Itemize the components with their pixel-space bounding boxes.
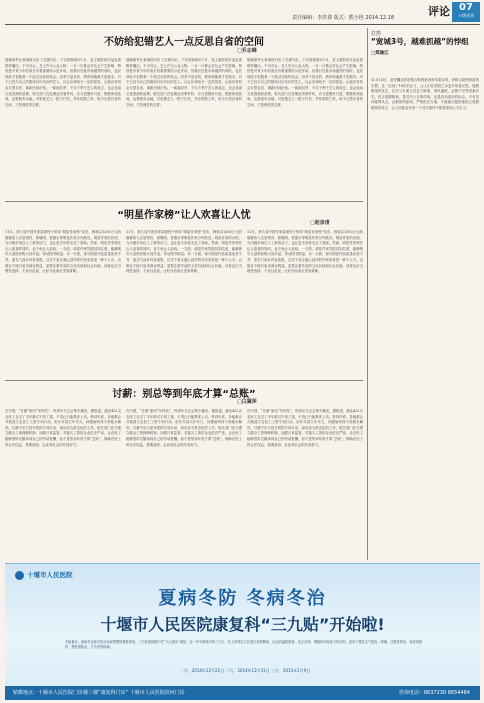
ad-schedule: 一九：2014年12月22日 二九：2014年12月31日 三九：2015年1月9日 [179,668,311,673]
page-number-box [452,2,480,22]
right-column-text: 12月15日，备受瞩目的呼格吉勒图案再审结果宣判，呼格吉勒图被改判无罪。这一迟到了18年的正义，让人们在欣慰之余更多的是反思。冤假错案的发生，往往与办案人员急于破案、刑讯逼供、证据不足等因素有关。纠正冤假错案，是司法公正的体现，也是法治进步的标志。只有坚持疑罪从无、证据裁判原则，严格依法办案，才能最大限度地防止冤假错案的发生，让人民群众在每一个司法案件中都感受到公平正义。 [371,78,479,110]
article-1-col-2: 德赫事件让黄海波付出了沉重代价，不仅被拘留6个月，其主演影视作品也被暂停播出。不可否认，艺人作为公众人物，一言一行都会对社会产生影响，特别是对青少年的成长有着重要的示范作用。但我们在批评和谴责的同时，也应该给予犯错者一个改过自新的机会。封杀不是目的，教育和挽救才是根本。对于已经为自己的错误付出代价的艺人，社会应该给予一定的宽容，让他们有机会反思自省，重新回到正轨。一味地封杀，不仅不利于艺人的改过，也会造成文化资源的浪费。相关部门在处理此类事件时，应当把握好尺度，既要体现惩戒，也要留有余地。对犯错艺人一棍子打死，并非明智之举，给予反思自省的空间，才是理性的态度。 [126,58,242,107]
article-2 [5,204,363,379]
article-3-col-2: 在中国，“讨薪”如同“年终奖”，每到年关总会集中爆发。据报道，湖北432名农民工在过了半年都讨不到工钱，不得已只能集体上访。每到年底，各地都会开展清欠农民工工资专项行动，但年年清欠年年欠，问题始终得不到根本解决。讨薪不应只是年底的专项行动，而应成为常态化的工作。相关部门应当建立健全工资保障机制，加强日常监管，对拖欠工资的企业依法严惩，让农民工能够按时足额拿到自己的劳动报酬，而不是等到年底才算“总账”。保障农民工的合法权益，需要政府、企业和社会的共同努力。 [126,409,242,447]
ad-body-text: 冬病夏治、夏病冬治是中医治未病思想的重要体现，三九贴是根据中医“天人相应”理论，在一年中最寒冷的三九天，在人体特定穴位进行药物敷贴，以达到温阳散寒、扶正祛邪、增强机体免疫力的目的。适用于慢性支气管炎、哮喘、过敏性鼻炎、体虚易感冒、慢性胃肠炎、关节炎等疾病。 [65,640,423,649]
article-1-author: □乔志峰 [237,48,257,54]
article-2-title: “明星作家榜”让人欢喜让人忧 [117,210,251,221]
divider-2 [5,380,363,381]
article-2-author: □赵彦甫 [310,220,330,226]
article-3-title: 讨薪：别总等到年底才算“总账” [112,389,256,400]
section-title: 评论 [428,5,450,18]
ad-slogan: 夏病冬防 冬病冬治 [158,588,327,609]
ad-address: 贴敷地点：十堰市人民医院门诊楼三楼“康复科门诊” 十堰市人民医院滨河门诊 [13,690,185,696]
article-1-title: 不妨给犯错艺人一点反思自省的空间 [104,37,264,48]
right-column-kicker: 打捞 [371,31,382,37]
article-1-col-3: 德赫事件让黄海波付出了沉重代价，不仅被拘留6个月，其主演影视作品也被暂停播出。不可否认，艺人作为公众人物，一言一行都会对社会产生影响，特别是对青少年的成长有着重要的示范作用。但我们在批评和谴责的同时，也应该给予犯错者一个改过自新的机会。封杀不是目的，教育和挽救才是根本。对于已经为自己的错误付出代价的艺人，社会应该给予一定的宽容，让他们有机会反思自省，重新回到正轨。一味地封杀，不仅不利于艺人的改过，也会造成文化资源的浪费。相关部门在处理此类事件时，应当把握好尺度，既要体现惩戒，也要留有余地。对犯错艺人一棍子打死，并非明智之举，给予反思自省的空间，才是理性的态度。 [247,58,363,107]
divider-1 [5,201,363,202]
header-rule [5,24,480,25]
page-header [0,0,484,24]
article-3-col-3: 在中国，“讨薪”如同“年终奖”，每到年关总会集中爆发。据报道，湖北432名农民工在过了半年都讨不到工钱，不得已只能集体上访。每到年底，各地都会开展清欠农民工工资专项行动，但年年清欠年年欠，问题始终得不到根本解决。讨薪不应只是年底的专项行动，而应成为常态化的工作。相关部门应当建立健全工资保障机制，加强日常监管，对拖欠工资的企业依法严惩，让农民工能够按时足额拿到自己的劳动报酬，而不是等到年底才算“总账”。保障农民工的合法权益，需要政府、企业和社会的共同努力。 [247,409,363,447]
article-2-col-2: 11月，第九届中国作家富豪榜子榜单“明星作家榜”发布，韩寒以1300万元的版税收入位居榜首，郭敬明、蔡康永等明星作家分列其后。明星作家的出现，为出版市场注入了新的活力，也让更多读者走近了阅读。然而，明星作家榜在让人欢喜的同时，也不免让人担忧。一方面，明星作家凭借其知名度，能够吸引大量粉丝购买其作品，带动图书销量；另一方面，部分明星作品质量参差不齐，靠名气而非内容取胜，这对于真正潜心创作的作家来说是一种不公平。出版业不能只追求商业利益，更要注重作品的文化价值和社会价值。读者也应当理性选择，不盲目追星，让好作品真正受到青睐。 [126,230,242,274]
hospital-logo-text: 十堰市人民医院 [27,571,73,579]
article-2-col-3: 11月，第九届中国作家富豪榜子榜单“明星作家榜”发布，韩寒以1300万元的版税收入位居榜首，郭敬明、蔡康永等明星作家分列其后。明星作家的出现，为出版市场注入了新的活力，也让更多读者走近了阅读。然而，明星作家榜在让人欢喜的同时，也不免让人担忧。一方面，明星作家凭借其知名度，能够吸引大量粉丝购买其作品，带动图书销量；另一方面，部分明星作品质量参差不齐，靠名气而非内容取胜，这对于真正潜心创作的作家来说是一种不公平。出版业不能只追求商业利益，更要注重作品的文化价值和社会价值。读者也应当理性选择，不盲目追星，让好作品真正受到青睐。 [247,230,363,274]
ad-phone: 咨询电话：8637230 8654484 [398,690,470,696]
article-1 [5,30,363,200]
article-2-col-1: 11月，第九届中国作家富豪榜子榜单“明星作家榜”发布，韩寒以1300万元的版税收入位居榜首，郭敬明、蔡康永等明星作家分列其后。明星作家的出现，为出版市场注入了新的活力，也让更多读者走近了阅读。然而，明星作家榜在让人欢喜的同时，也不免让人担忧。一方面，明星作家凭借其知名度，能够吸引大量粉丝购买其作品，带动图书销量；另一方面，部分明星作品质量参差不齐，靠名气而非内容取胜，这对于真正潜心创作的作家来说是一种不公平。出版业不能只追求商业利益，更要注重作品的文化价值和社会价值。读者也应当理性选择，不盲目追星，让好作品真正受到青睐。 [5,230,121,274]
hospital-logo [15,570,73,580]
ad-headline: 十堰市人民医院康复科“三九贴”开始啦! [100,615,385,634]
page-meta: 责任编辑：李洪倩 版式：熊小艳 2014.12.18 [292,15,394,21]
hospital-logo-icon [15,571,24,580]
page-number: 07 [459,2,473,13]
article-3-author: □白冀萍 [237,399,257,405]
ad-bottom-bar [5,686,480,700]
article-3 [5,383,363,561]
article-3-col-1: 在中国，“讨薪”如同“年终奖”，每到年关总会集中爆发。据报道，湖北432名农民工在过了半年都讨不到工钱，不得已只能集体上访。每到年底，各地都会开展清欠农民工工资专项行动，但年年清欠年年欠，问题始终得不到根本解决。讨薪不应只是年底的专项行动，而应成为常态化的工作。相关部门应当建立健全工资保障机制，加强日常监管，对拖欠工资的企业依法严惩，让农民工能够按时足额拿到自己的劳动报酬，而不是等到年底才算“总账”。保障农民工的合法权益，需要政府、企业和社会的共同努力。 [5,409,121,447]
right-column-header [371,30,479,56]
paper-name: 十堰周刊 [458,13,474,18]
hospital-advertisement [5,563,480,700]
right-column-divider [367,28,368,560]
right-column-title: “宽城3号，越难抓越”的悖组 [371,37,469,46]
article-1-col-1: 德赫事件让黄海波付出了沉重代价，不仅被拘留6个月，其主演影视作品也被暂停播出。不可否认，艺人作为公众人物，一言一行都会对社会产生影响，特别是对青少年的成长有着重要的示范作用。但我们在批评和谴责的同时，也应该给予犯错者一个改过自新的机会。封杀不是目的，教育和挽救才是根本。对于已经为自己的错误付出代价的艺人，社会应该给予一定的宽容，让他们有机会反思自省，重新回到正轨。一味地封杀，不仅不利于艺人的改过，也会造成文化资源的浪费。相关部门在处理此类事件时，应当把握好尺度，既要体现惩戒，也要留有余地。对犯错艺人一棍子打死，并非明智之举，给予反思自省的空间，才是理性的态度。 [5,58,121,107]
right-column-author: □郑渝江 [371,51,389,56]
